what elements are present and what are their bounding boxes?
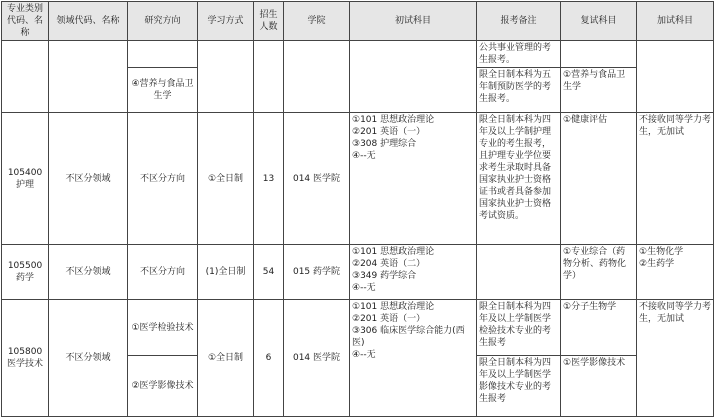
enroll-cell-empty bbox=[254, 41, 284, 113]
admissions-table bbox=[1, 1, 714, 417]
header-exam: 初试科目 bbox=[350, 2, 477, 41]
category-name: 药学 bbox=[15, 273, 34, 283]
exam-cell bbox=[350, 300, 477, 417]
exam-item: ②201 英语（一） bbox=[352, 127, 426, 137]
category-cell bbox=[2, 300, 49, 417]
study-mode-cell: (1)全日制 bbox=[198, 245, 254, 300]
exam-item: ④--无 bbox=[352, 350, 376, 360]
exam-item: ③308 护理综合 bbox=[352, 139, 417, 149]
college-cell: 014 医学院 bbox=[284, 113, 350, 245]
table-row bbox=[2, 245, 714, 300]
header-category: 专业类别代码、名称 bbox=[2, 2, 49, 41]
header-extra: 加试科目 bbox=[637, 2, 714, 41]
exam-item: ①101 思想政治理论 bbox=[352, 115, 435, 125]
category-code: 105400 bbox=[7, 167, 43, 178]
retest-cell: ①健康评估 bbox=[561, 113, 637, 245]
enroll-cell: 13 bbox=[254, 113, 284, 245]
header-notes: 报考备注 bbox=[477, 2, 561, 41]
header-college: 学院 bbox=[284, 2, 350, 41]
college-cell: 015 药学院 bbox=[284, 245, 350, 300]
exam-item: ④--无 bbox=[352, 151, 376, 161]
category-code: 105500 bbox=[7, 261, 43, 271]
field-cell: 不区分领域 bbox=[49, 245, 128, 300]
research-cell: ①医学检验技术 bbox=[128, 300, 198, 356]
extra-cell: 不接收同等学力考生，无加试 bbox=[637, 300, 714, 417]
exam-cell bbox=[350, 245, 477, 300]
retest-cell: ①营养与食品卫生学 bbox=[561, 68, 637, 113]
exam-item: ④--无 bbox=[352, 283, 376, 293]
notes-cell: 限全日制本科为五年制预防医学的考生报考。 bbox=[477, 68, 561, 113]
retest-cell: ①专业综合（药物分析、药物化学） bbox=[561, 245, 637, 300]
extra-cell-empty bbox=[637, 41, 714, 113]
notes-cell: 限全日制本科为四年及以上学制护理专业的考生报考，且护理专业学位要求考生录取时具备国家执业护士资格证书或者具备参加国家执业护士资格考试资质。 bbox=[477, 113, 561, 245]
retest-cell: ①分子生物学 bbox=[561, 300, 637, 356]
study-mode-cell-empty bbox=[198, 41, 254, 113]
exam-item: ②201 英语（一） bbox=[352, 314, 426, 324]
category-name: 医学技术 bbox=[6, 359, 43, 369]
research-cell-empty bbox=[128, 41, 198, 68]
header-field: 领域代码、名称 bbox=[49, 2, 128, 41]
category-code: 105800 bbox=[7, 347, 43, 357]
extra-item: ②生药学 bbox=[639, 259, 675, 269]
notes-cell: 限全日制本科为四年及以上学制医学检验技术专业的考生报考 bbox=[477, 300, 561, 356]
header-row bbox=[2, 2, 714, 41]
research-cell: 不区分方向 bbox=[128, 245, 198, 300]
table-row bbox=[2, 41, 714, 68]
research-cell: 不区分方向 bbox=[128, 113, 198, 245]
header-retest: 复试科目 bbox=[561, 2, 637, 41]
exam-cell bbox=[350, 113, 477, 245]
enroll-cell: 6 bbox=[254, 300, 284, 417]
extra-cell: 不接收同等学力考生，无加试 bbox=[637, 113, 714, 245]
exam-item: ①101 思想政治理论 bbox=[352, 247, 435, 257]
college-cell: 014 医学院 bbox=[284, 300, 350, 417]
exam-item: ①101 思想政治理论 bbox=[352, 302, 435, 312]
exam-cell-empty bbox=[350, 41, 477, 113]
header-research: 研究方向 bbox=[128, 2, 198, 41]
enroll-cell: 54 bbox=[254, 245, 284, 300]
research-cell: ②医学影像技术 bbox=[128, 356, 198, 417]
extra-cell bbox=[637, 245, 714, 300]
field-cell-empty bbox=[49, 41, 128, 113]
exam-item: ③306 临床医学综合能力(西医) bbox=[352, 326, 465, 348]
research-cell: ④营养与食品卫生学 bbox=[128, 68, 198, 113]
college-cell-empty bbox=[284, 41, 350, 113]
header-enroll: 招生人数 bbox=[254, 2, 284, 41]
table-row bbox=[2, 300, 714, 356]
notes-cell: 公共事业管理的考生报考。 bbox=[477, 41, 561, 68]
field-cell: 不区分领域 bbox=[49, 300, 128, 417]
study-mode-cell: ①全日制 bbox=[198, 113, 254, 245]
retest-cell-empty bbox=[561, 41, 637, 68]
study-mode-cell: ①全日制 bbox=[198, 300, 254, 417]
retest-cell: ①医学影像技术 bbox=[561, 356, 637, 417]
category-cell bbox=[2, 113, 49, 245]
exam-item: ②204 英语（二） bbox=[352, 259, 426, 269]
category-cell-empty bbox=[2, 41, 49, 113]
header-study-mode: 学习方式 bbox=[198, 2, 254, 41]
exam-item: ③349 药学综合 bbox=[352, 271, 417, 281]
notes-cell: 限全日制本科为四年及以上学制医学影像技术专业的考生报考 bbox=[477, 356, 561, 417]
field-cell: 不区分领域 bbox=[49, 113, 128, 245]
category-cell bbox=[2, 245, 49, 300]
notes-cell bbox=[477, 245, 561, 300]
table-row bbox=[2, 113, 714, 245]
extra-item: ①生物化学 bbox=[639, 247, 684, 257]
category-name: 护理 bbox=[15, 179, 34, 190]
